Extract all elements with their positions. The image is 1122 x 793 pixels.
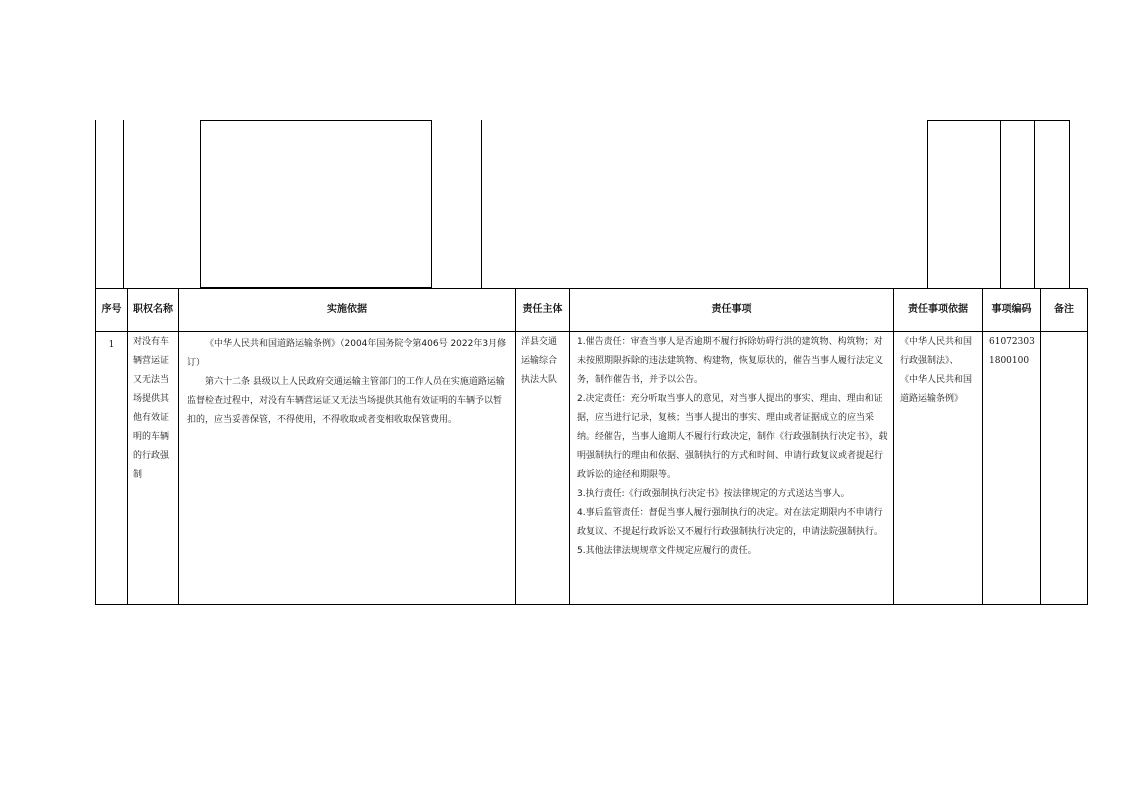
cell-basis — [179, 332, 516, 605]
frag-line-right-1 — [927, 120, 928, 288]
header-seq: 序号 — [96, 289, 128, 332]
law-reference: 《中华人民共和国行政强制法》、 — [900, 337, 973, 366]
frag-line-right-3 — [1034, 120, 1035, 288]
frag-box-left — [200, 120, 432, 288]
responsibility-item: 2.决定责任：充分听取当事人的意见，对当事人提出的事实、理由、理由和证据，应当进行记录，复核；当事人提出的事实、理由或者证据成立的应当采纳。经催告，当事人逾期人不履行行政决定，制作《行政强制执行决定书》，载明强制执行的理由和依据、强制执行的方式和时间、申请行政复议或者提起行政诉讼的途径和期限等。 — [577, 394, 888, 480]
responsibility-item: 1.催告责任：审查当事人是否逾期不履行拆除妨碍行洪的建筑物、构筑物；对未按照期限拆除的违法建筑物、构建物，恢复原状的，催告当事人履行法定义务，制作催告书，并予以公告。 — [577, 337, 884, 385]
frag-line-mid — [481, 120, 482, 288]
frag-line-left-1 — [95, 120, 96, 288]
cell-subject: 洋县交通运输综合执法大队 — [516, 332, 570, 605]
responsibility-item: 5.其他法律法规规章文件规定应履行的责任。 — [577, 546, 757, 556]
cell-law-basis — [894, 332, 983, 605]
header-law: 责任事项依据 — [894, 289, 983, 332]
cell-seq: 1 — [96, 332, 128, 605]
header-row — [96, 289, 1088, 332]
responsibility-item: 4.事后监管责任：督促当事人履行强制执行的决定。对在法定期限内不申请行政复议、不提起行政诉讼又不履行行政强制执行决定的，申请法院强制执行。 — [577, 508, 884, 537]
header-subject: 责任主体 — [516, 289, 570, 332]
header-note: 备注 — [1041, 289, 1088, 332]
cell-power-name: 对没有车辆营运证又无法当场提供其他有效证明的车辆的行政强制 — [128, 332, 179, 605]
basis-paragraph: 《中华人民共和国道路运输条例》（2004年国务院令第406号 2022年3月修订） — [187, 339, 507, 368]
cell-items — [570, 332, 894, 605]
cell-note — [1041, 332, 1088, 605]
frag-line-top-right — [927, 120, 1070, 121]
frag-line-right-2 — [1000, 120, 1001, 288]
table-row — [96, 332, 1088, 605]
responsibility-table — [95, 288, 1088, 605]
frag-line-left-2 — [123, 120, 124, 288]
frag-line-right-4 — [1069, 120, 1070, 288]
cell-item-code: 610723031800100 — [983, 332, 1041, 605]
basis-paragraph: 第六十二条 县级以上人民政府交通运输主管部门的工作人员在实施道路运输监督检查过程中，对没有车辆营运证又无法当场提供其他有效证明的车辆予以暂扣的，应当妥善保管，不得使用，不得收取或者变相收取保管费用。 — [187, 377, 505, 425]
header-items: 责任事项 — [570, 289, 894, 332]
header-name: 职权名称 — [128, 289, 179, 332]
header-basis: 实施依据 — [179, 289, 516, 332]
law-reference: 《中华人民共和国道路运输条例》 — [900, 375, 973, 404]
header-code: 事项编码 — [983, 289, 1041, 332]
responsibility-item: 3.执行责任:《行政强制执行决定书》按法律规定的方式送达当事人。 — [577, 489, 850, 499]
